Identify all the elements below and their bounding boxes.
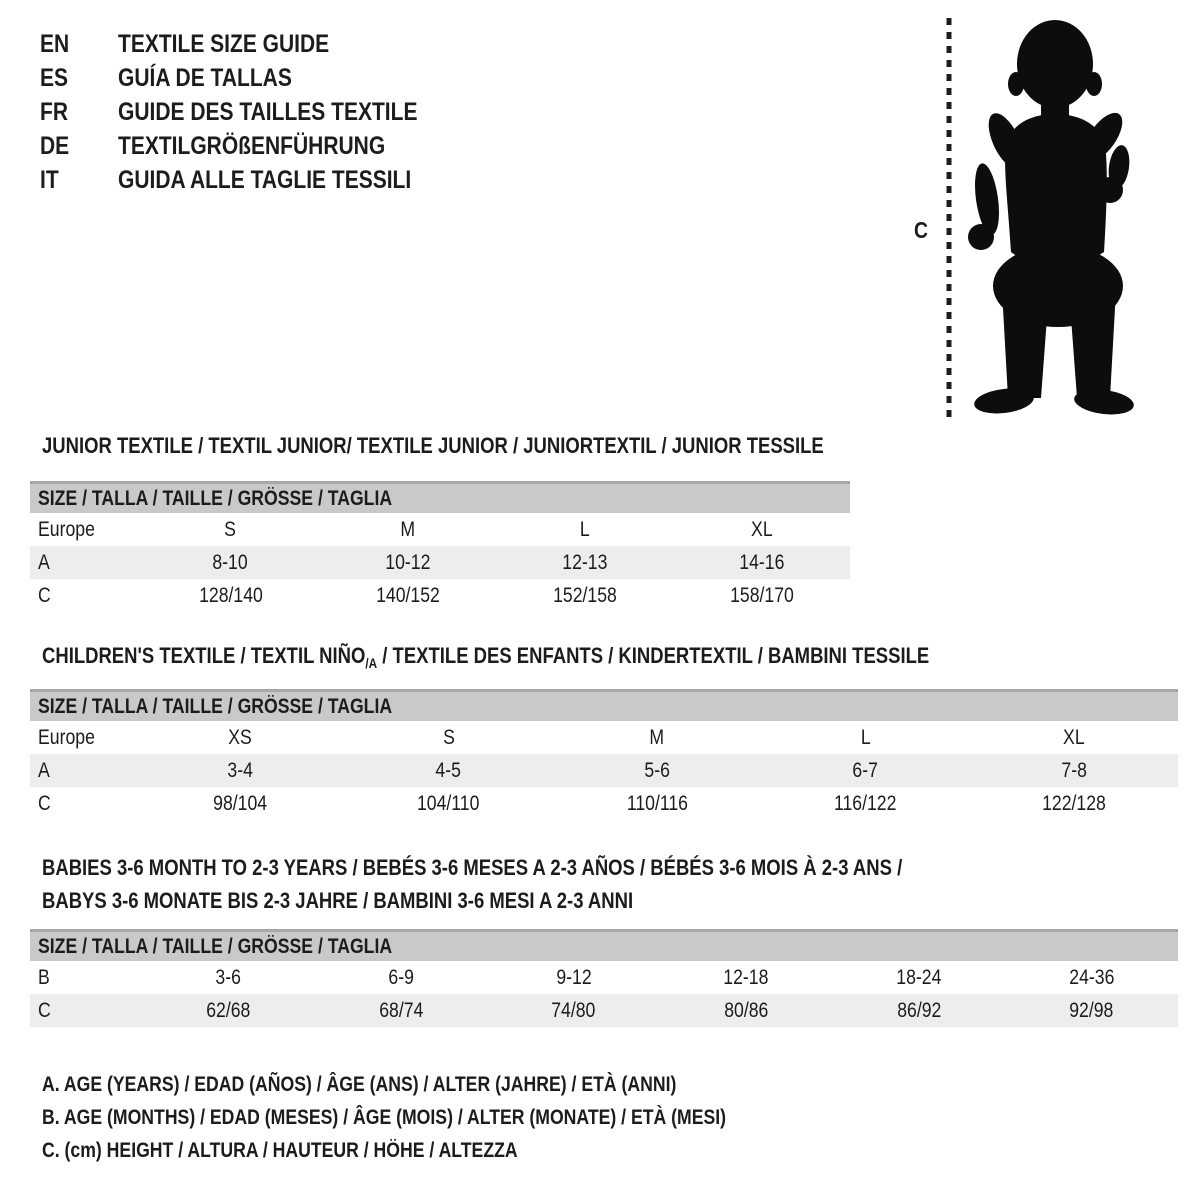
table-cell: XL xyxy=(1062,726,1085,749)
language-title: GUÍA DE TALLAS xyxy=(118,64,292,92)
language-row xyxy=(40,134,475,158)
table-cell: 86/92 xyxy=(896,999,942,1022)
babies-size-table xyxy=(30,929,1178,1027)
table-row xyxy=(30,754,1178,787)
table-cell: L xyxy=(579,518,590,541)
table-cell: 18-24 xyxy=(896,966,942,989)
table-cell: 3-6 xyxy=(215,966,242,989)
table-cell: 158/170 xyxy=(729,584,794,607)
measurement-legend xyxy=(42,1068,856,1167)
table-row xyxy=(30,513,850,546)
table-cell: S xyxy=(442,726,455,749)
table-row xyxy=(30,994,1178,1027)
table-cell: 68/74 xyxy=(378,999,424,1022)
table-cell: 104/110 xyxy=(417,792,480,815)
table-row xyxy=(30,961,1178,994)
table-cell: 12-18 xyxy=(723,966,769,989)
language-code: EN xyxy=(40,30,70,58)
table-cell: 24-36 xyxy=(1069,966,1115,989)
table-cell: 152/158 xyxy=(552,584,617,607)
size-header: SIZE / TALLA / TAILLE / GRÖSSE / TAGLIA xyxy=(30,929,1178,961)
table-cell: S xyxy=(224,518,237,541)
row-label: A xyxy=(38,759,50,782)
table-cell: XS xyxy=(228,726,252,749)
table-cell: 9-12 xyxy=(556,966,592,989)
table-cell: 4-5 xyxy=(435,759,462,782)
title-subscript: /A xyxy=(365,655,378,671)
toddler-silhouette xyxy=(960,14,1148,422)
language-row xyxy=(40,32,475,56)
language-code: ES xyxy=(40,64,69,92)
table-cell: 116/122 xyxy=(834,792,897,815)
language-row xyxy=(40,100,475,124)
row-label: Europe xyxy=(38,726,95,749)
language-title: GUIDA ALLE TAGLIE TESSILI xyxy=(118,166,412,194)
table-cell: 7-8 xyxy=(1061,759,1087,782)
table-cell: 5-6 xyxy=(644,759,670,782)
table-cell: 128/140 xyxy=(198,584,263,607)
table-row xyxy=(30,787,1178,820)
table-cell: 10-12 xyxy=(384,551,431,574)
babies-section-title-line1: BABIES 3-6 MONTH TO 2-3 YEARS / BEBÉS 3-6 MESES A 2-3 AÑOS / BÉBÉS 3-6 MOIS À 2-3 ANS / xyxy=(42,855,903,880)
junior-section-title: JUNIOR TEXTILE / TEXTIL JUNIOR/ TEXTILE JUNIOR / JUNIORTEXTIL / JUNIOR TESSILE xyxy=(42,433,824,458)
table-cell: 12-13 xyxy=(561,551,608,574)
table-cell: 6-7 xyxy=(852,759,879,782)
language-code: FR xyxy=(40,98,68,126)
height-measure-dashed-line xyxy=(946,18,952,420)
row-label: B xyxy=(38,966,50,989)
table-cell: XL xyxy=(750,518,773,541)
table-cell: L xyxy=(860,726,871,749)
row-label: C xyxy=(38,999,51,1022)
table-cell: M xyxy=(649,726,665,749)
language-list xyxy=(40,32,475,192)
table-cell: M xyxy=(400,518,415,541)
table-cell: 74/80 xyxy=(551,999,596,1022)
table-cell: 14-16 xyxy=(738,551,785,574)
language-row xyxy=(40,168,475,192)
row-label: Europe xyxy=(38,518,95,541)
row-label: C xyxy=(38,584,51,607)
children-section-title: CHILDREN'S TEXTILE / TEXTIL $NIÑO_{/A}$ / TEXTILE DES ENFANTS / KINDERTEXTIL / BAMBINI TESSILE xyxy=(42,643,930,671)
legend-line-a: A. AGE (YEARS) / EDAD (AÑOS) / ÂGE (ANS) / ALTER (JAHRE) / ETÀ (ANNI) xyxy=(42,1072,677,1096)
language-title: TEXTILE SIZE GUIDE xyxy=(118,30,330,58)
language-row xyxy=(40,66,475,90)
table-row xyxy=(30,546,850,579)
table-cell: 8-10 xyxy=(212,551,249,574)
table-cell: 122/128 xyxy=(1041,792,1106,815)
language-code: IT xyxy=(40,166,59,194)
table-cell: 80/86 xyxy=(724,999,769,1022)
language-title: GUIDE DES TAILLES TEXTILE xyxy=(118,98,418,126)
size-header: SIZE / TALLA / TAILLE / GRÖSSE / TAGLIA xyxy=(30,689,1178,721)
row-label: A xyxy=(38,551,50,574)
language-title: TEXTILGRÖßENFÜHRUNG xyxy=(118,132,386,160)
babies-section-title-line2: BABYS 3-6 MONATE BIS 2-3 JAHRE / BAMBINI 3-6 MESI A 2-3 ANNI xyxy=(42,888,634,913)
table-cell: 6-9 xyxy=(388,966,414,989)
height-measure-label-c: C xyxy=(914,217,928,243)
size-header: SIZE / TALLA / TAILLE / GRÖSSE / TAGLIA xyxy=(30,481,850,513)
language-code: DE xyxy=(40,132,70,160)
legend-line-c: C. (cm) HEIGHT / ALTURA / HAUTEUR / HÖHE / ALTEZZA xyxy=(42,1138,518,1162)
table-cell: 140/152 xyxy=(375,584,440,607)
table-cell: 92/98 xyxy=(1069,999,1114,1022)
children-size-table xyxy=(30,689,1178,820)
junior-size-table xyxy=(30,481,850,612)
table-cell: 62/68 xyxy=(206,999,251,1022)
table-row xyxy=(30,721,1178,754)
table-cell: 98/104 xyxy=(213,792,268,815)
row-label: C xyxy=(38,792,51,815)
legend-line-b: B. AGE (MONTHS) / EDAD (MESES) / ÂGE (MOIS) / ALTER (MONATE) / ETÀ (MESI) xyxy=(42,1105,727,1129)
table-cell: 110/116 xyxy=(626,792,688,815)
table-cell: 3-4 xyxy=(227,759,253,782)
table-row xyxy=(30,579,850,612)
